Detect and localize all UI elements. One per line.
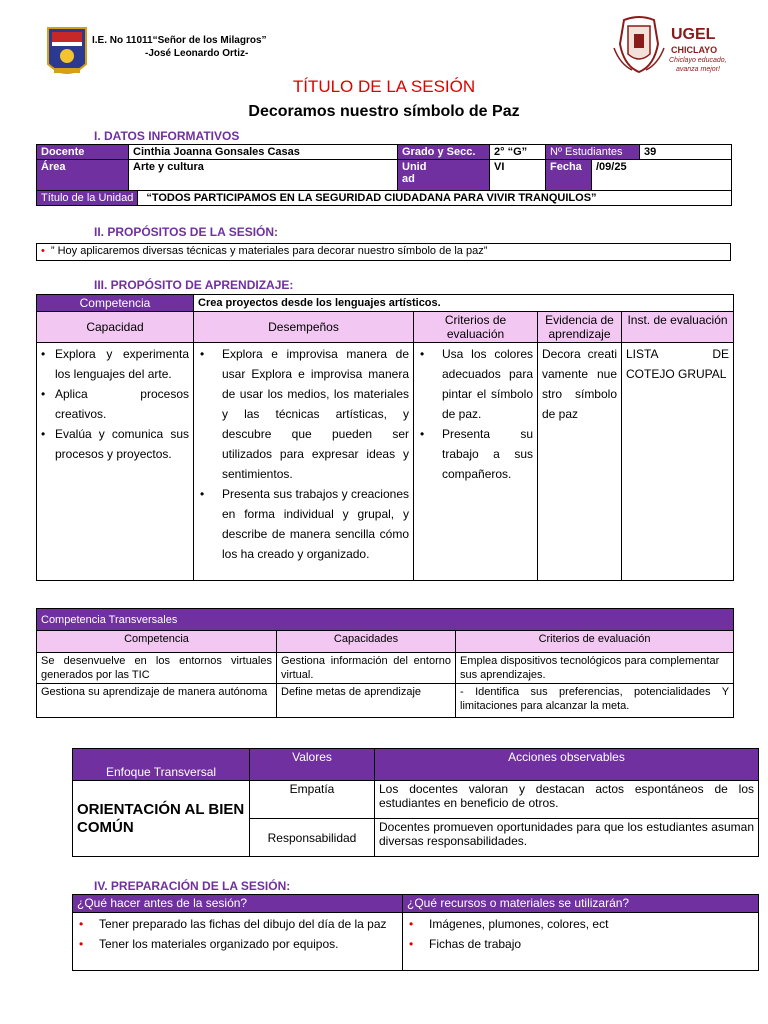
col-acciones: Acciones observables	[375, 749, 759, 781]
unidad-label-text: Unidad	[402, 161, 427, 185]
desempeno-item: • Presenta sus trabajos y creaciones en forma individual y grupal, y describe de manera sencilla cómo los ha creado y organizado.	[200, 484, 409, 564]
col-inst: Inst. de evaluación	[622, 312, 734, 343]
transversal-criterio: - Identifica sus preferencias, potencialidades Y limitaciones para alcanzar la meta.	[456, 684, 734, 718]
col-recursos: ¿Qué recursos o materiales se utilizarán?	[403, 895, 759, 913]
inst-cell: LISTA DE COTEJO GRUPAL	[622, 343, 734, 581]
col-desempenos: Desempeños	[194, 312, 414, 343]
section-2-heading: II. PROPÓSITOS DE LA SESIÓN:	[94, 225, 279, 239]
transversal-col-criterios: Criterios de evaluación	[456, 631, 734, 653]
accion-cell: Docentes promueven oportunidades para que los estudiantes asuman diversas responsabilidades.	[375, 819, 759, 857]
ugel-slogan-2: avanza mejor!	[676, 66, 720, 73]
enfoque-label: Enfoque Transversal	[73, 749, 250, 781]
col-evidencia: Evidencia de aprendizaje	[538, 312, 622, 343]
capacidad-item: • Explora y experimenta los lenguajes del arte.	[41, 344, 189, 384]
datos-informativos-table	[36, 144, 732, 206]
ugel-slogan: Chiclayo educado,	[669, 57, 727, 64]
estudiantes-label: Nº Estudiantes	[546, 145, 640, 160]
transversal-competencia: Se desenvuelve en los entornos virtuales generados por las TIC	[37, 653, 277, 684]
page-title: TÍTULO DE LA SESIÓN	[292, 77, 476, 96]
competencia-label: Competencia	[37, 295, 194, 312]
docente-label: Docente	[37, 145, 129, 160]
titulo-unidad-label: Título de la Unidad	[37, 191, 138, 205]
titulo-unidad-row	[37, 191, 597, 206]
valor-cell: Responsabilidad	[250, 819, 375, 857]
area-value: Arte y cultura	[129, 160, 398, 191]
criterios-cell	[414, 343, 538, 581]
ugel-city: CHICLAYO	[671, 45, 718, 55]
accion-cell: Los docentes valoran y destacan actos espontáneos de los estudiantes en beneficio de otros.	[375, 781, 759, 819]
fecha-value: /09/25	[592, 160, 732, 191]
school-crest-icon	[46, 24, 88, 84]
col-valores: Valores	[250, 749, 375, 781]
page-subtitle: Decoramos nuestro símbolo de Paz	[248, 103, 520, 120]
bullet-icon	[41, 245, 51, 257]
capacidades-cell	[37, 343, 194, 581]
desempenos-cell	[194, 343, 414, 581]
col-antes: ¿Qué hacer antes de la sesión?	[73, 895, 403, 913]
col-capacidad: Capacidad	[37, 312, 194, 343]
unidad-label	[398, 160, 490, 191]
docente-value: Cinthia Joanna Gonsales Casas	[129, 145, 398, 160]
preparacion-table	[72, 894, 759, 971]
evidencia-cell: Decora creativamente nuestro símbolo de paz	[538, 343, 622, 581]
estudiantes-value: 39	[640, 145, 732, 160]
transversal-table	[36, 608, 734, 718]
proposito-text	[37, 244, 731, 261]
valor-cell: Empatía	[250, 781, 375, 819]
proposito-value: ” Hoy aplicaremos diversas técnicas y materiales para decorar nuestro símbolo de la paz”	[50, 245, 488, 257]
area-label: Área	[37, 160, 129, 191]
enfoque-table	[72, 748, 759, 857]
aprendizaje-table	[36, 294, 734, 581]
ugel-name: UGEL	[671, 26, 716, 43]
capacidad-item: • Evalúa y comunica sus procesos y proyectos.	[41, 424, 189, 464]
school-subname: -José Leonardo Ortiz-	[145, 48, 249, 59]
ugel-logo	[610, 14, 668, 76]
titulo-unidad-value: “TODOS PARTICIPAMOS EN LA SEGURIDAD CIUDADANA PARA VIVIR TRANQUILOS”	[138, 191, 604, 205]
section-4-heading: IV. PREPARACIÓN DE LA SESIÓN:	[94, 879, 291, 893]
criterio-item: • Usa los colores adecuados para pintar el símbolo de paz.	[420, 344, 533, 424]
transversal-title: Competencia Transversales	[37, 609, 734, 631]
recurso-item: • Imágenes, plumones, colores, ect	[409, 914, 754, 934]
fecha-label: Fecha	[546, 160, 592, 191]
grado-label: Grado y Secc.	[398, 145, 490, 160]
antes-item: • Tener preparado las fichas del dibujo del día de la paz	[79, 914, 398, 934]
competencia-value: Crea proyectos desde los lenguajes artísticos.	[194, 295, 734, 312]
transversal-capacidad: Gestiona información del entorno virtual.	[277, 653, 456, 684]
antes-item: • Tener los materiales organizado por equipos.	[79, 934, 398, 954]
section-1-heading: I. DATOS INFORMATIVOS	[94, 129, 240, 143]
school-logo	[46, 24, 88, 84]
desempeno-item: • Explora e improvisa manera de usar Explora e improvisa manera de usar los medios, los materiales y las técnicas artísticas, y descubre que pueden ser utilizados para expresar ideas y sentimientos.	[200, 344, 409, 484]
grado-value: 2° “G”	[490, 145, 546, 160]
unidad-value: VI	[490, 160, 546, 191]
transversal-col-capacidades: Capacidades	[277, 631, 456, 653]
transversal-col-competencia: Competencia	[37, 631, 277, 653]
enfoque-name: ORIENTACIÓN AL BIEN COMÚN	[73, 781, 250, 857]
section-3-heading: III. PROPÓSITO DE APRENDIZAJE:	[94, 278, 294, 292]
transversal-criterio: Emplea dispositivos tecnológicos para complementar sus aprendizajes.	[456, 653, 734, 684]
school-name: I.E. No 11011“Señor de los Milagros”	[92, 35, 267, 46]
capacidad-item: • Aplica procesos creativos.	[41, 384, 189, 424]
propositos-table	[36, 243, 731, 261]
recurso-item: • Fichas de trabajo	[409, 934, 754, 954]
transversal-capacidad: Define metas de aprendizaje	[277, 684, 456, 718]
recursos-cell	[403, 913, 759, 971]
antes-cell	[73, 913, 403, 971]
col-criterios: Criterios de evaluación	[414, 312, 538, 343]
ugel-shield-icon	[610, 14, 668, 76]
criterio-item: • Presenta su trabajo a sus compañeros.	[420, 424, 533, 484]
transversal-competencia: Gestiona su aprendizaje de manera autónoma	[37, 684, 277, 718]
